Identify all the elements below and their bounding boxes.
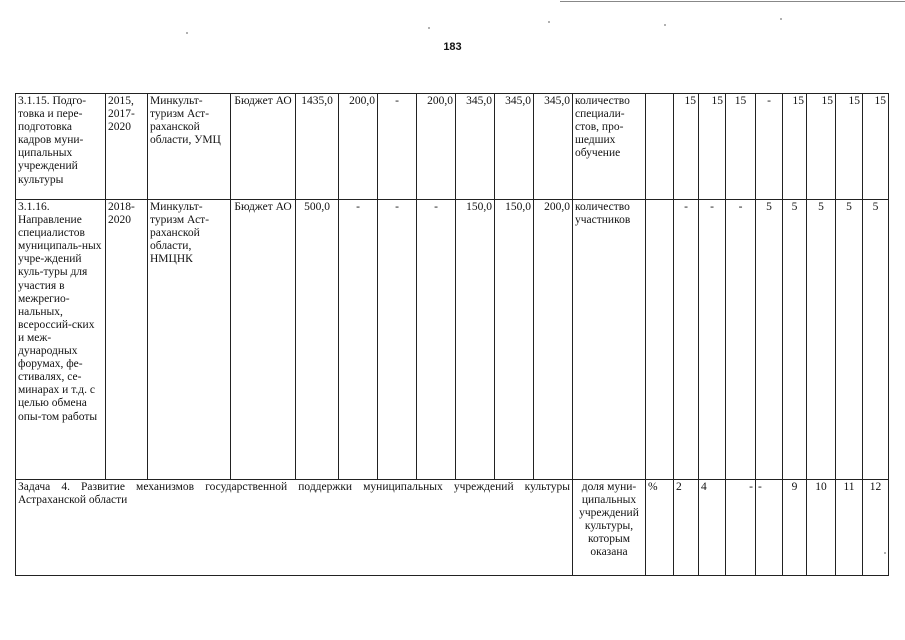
target-value-cell: 15 [783,94,807,200]
target-value-cell: 5 [783,200,807,480]
activity-name-cell: 3.1.15. Подго-товка и пере-подготовка кадров муни-ципальных учреждений культуры [16,94,106,200]
year-amount-cell: 150,0 [456,200,495,480]
target-value-cell: 11 [836,480,863,576]
target-value-cell: 5 [756,200,783,480]
total-amount-cell: 1435,0 [296,94,339,200]
indicator-cell: количество специали-стов, про-шедших обучение [573,94,646,200]
year-amount-cell: 345,0 [534,94,573,200]
task-heading-cell: Задача 4. Развитие механизмов государственной поддержки муниципальных учреждений культуры Астраханской области [16,480,573,576]
year-amount-cell: 200,0 [417,94,456,200]
scan-speck [428,27,430,29]
year-amount-cell: - [339,200,378,480]
target-value-cell: 15 [807,94,836,200]
target-value-cell: 5 [863,200,889,480]
activity-name-cell: 3.1.16. Направление специалистов муниципаль-ных учре-ждений куль-туры для участия в межрегио-нальных, всероссий-ских и меж-дународных форумах, фе-стивалях, се-минарах и т.д. с целью обмена опы-том работы [16,200,106,480]
target-value-cell: - [756,94,783,200]
target-value-cell: 15 [726,94,756,200]
target-value-cell: 15 [674,94,699,200]
target-value-cell: - [756,480,783,576]
target-value-cell: - [674,200,699,480]
unit-cell [646,200,674,480]
table-row [16,480,889,576]
target-value-cell: - [726,200,756,480]
scan-speck [780,18,782,20]
target-value-cell: 9 [783,480,807,576]
funding-source-cell: Бюджет АО [231,94,296,200]
year-amount-cell: - [378,200,417,480]
executor-cell: Минкульт-туризм Аст-раханской области, УМЦ [148,94,231,200]
year-amount-cell: 345,0 [456,94,495,200]
program-activities-table [15,93,889,576]
year-amount-cell: - [378,94,417,200]
target-value-cell: - [699,200,726,480]
target-value-cell: 10 [807,480,836,576]
target-value-cell: - [726,480,756,576]
target-value-cell: 15 [836,94,863,200]
scan-speck [548,21,550,23]
total-amount-cell: 500,0 [296,200,339,480]
period-cell: 2018-2020 [106,200,148,480]
year-amount-cell: 345,0 [495,94,534,200]
period-cell: 2015, 2017-2020 [106,94,148,200]
scan-speck [664,24,666,26]
scan-speck [884,552,886,554]
year-amount-cell: 200,0 [339,94,378,200]
target-value-cell: 15 [863,94,889,200]
executor-cell: Минкульт-туризм Аст-раханской области, НМЦНК [148,200,231,480]
year-amount-cell: 200,0 [534,200,573,480]
target-value-cell: 2 [674,480,699,576]
unit-cell [646,94,674,200]
target-value-cell: 5 [836,200,863,480]
page-top-edge-line [560,1,905,6]
page-number: 183 [443,41,462,53]
funding-source-cell: Бюджет АО [231,200,296,480]
unit-cell: % [646,480,674,576]
table-row [16,94,889,200]
indicator-cell: доля муни-ципальных учреждений культуры, которым оказана [573,480,646,576]
target-value-cell: 5 [807,200,836,480]
table-row [16,200,889,480]
target-value-cell: 12 [863,480,889,576]
year-amount-cell: 150,0 [495,200,534,480]
scan-speck [186,32,188,34]
target-value-cell: 4 [699,480,726,576]
target-value-cell: 15 [699,94,726,200]
indicator-cell: количество участников [573,200,646,480]
year-amount-cell: - [417,200,456,480]
